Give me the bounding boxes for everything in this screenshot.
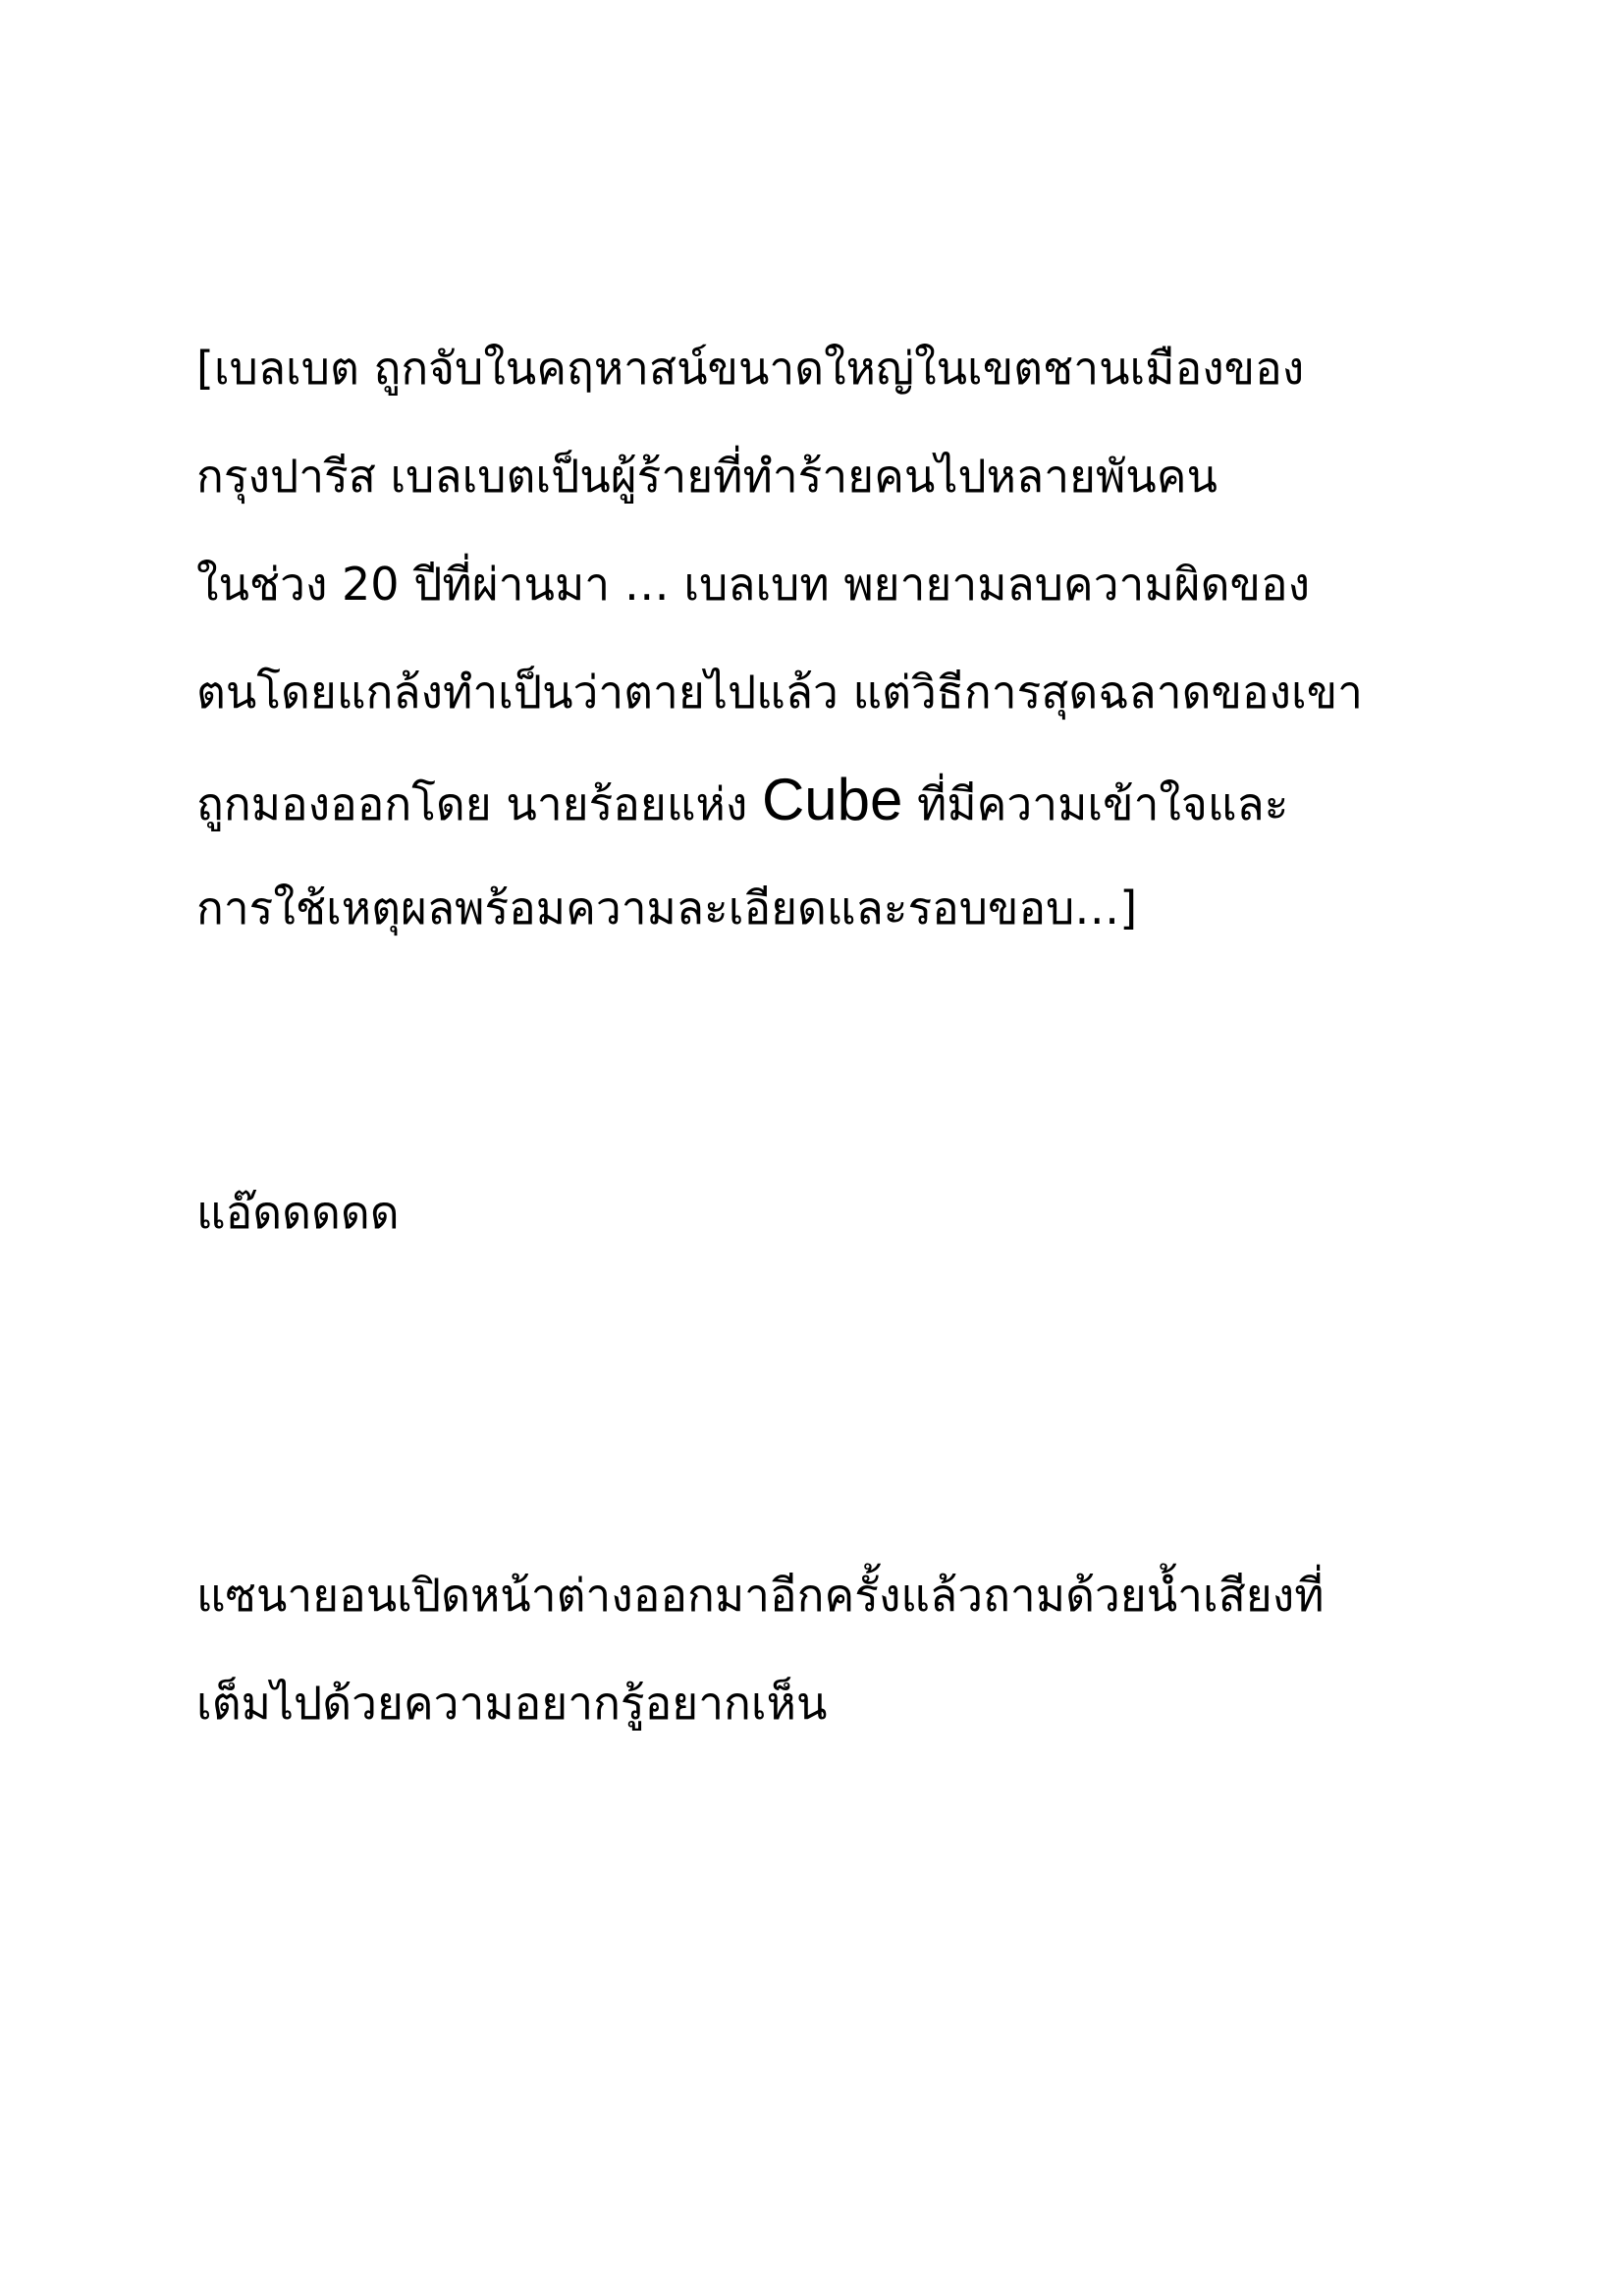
text-line: แซนายอนเปิดหน้าต่างออกมาอีกครั้งแล้วถามด้วยน้ำเสียงที่ bbox=[196, 1569, 1325, 1622]
text-line: การใช้เหตุผลพร้อมความละเอียดและรอบขอบ…] bbox=[196, 881, 1138, 934]
text-line: [เบลเบต ถูกจับในคฤหาสน์ขนาดใหญ่ในเขตชานเมืองของ bbox=[196, 342, 1305, 395]
paragraph-summary bbox=[196, 314, 1492, 962]
paragraph-narration bbox=[196, 1541, 1492, 1757]
paragraph-sound-effect bbox=[196, 1158, 1492, 1266]
text-fragment: ที่มีความเข้าใจและ bbox=[902, 777, 1289, 830]
text-line: เต็มไปด้วยความอยากรู้อยากเห็น bbox=[196, 1677, 828, 1730]
text-line: แอ๊ดดดดด bbox=[196, 1186, 400, 1239]
text-line-with-emphasis bbox=[196, 746, 1492, 854]
text-line: ตนโดยแกล้งทำเป็นว่าตายไปแล้ว แต่วิธีการสุดฉลาดของเขา bbox=[196, 666, 1363, 719]
text-fragment: ถูกมองออกโดย นายร้อยแห่ง bbox=[196, 777, 762, 830]
emphasized-word: Cube bbox=[761, 767, 903, 832]
text-line: กรุงปารีส เบลเบตเป็นผู้ร้ายที่ทำร้ายคนไปหลายพันคน bbox=[196, 450, 1218, 503]
text-line: ในช่วง 20 ปีที่ผ่านมา … เบลเบท พยายามลบความผิดของ bbox=[196, 558, 1311, 611]
